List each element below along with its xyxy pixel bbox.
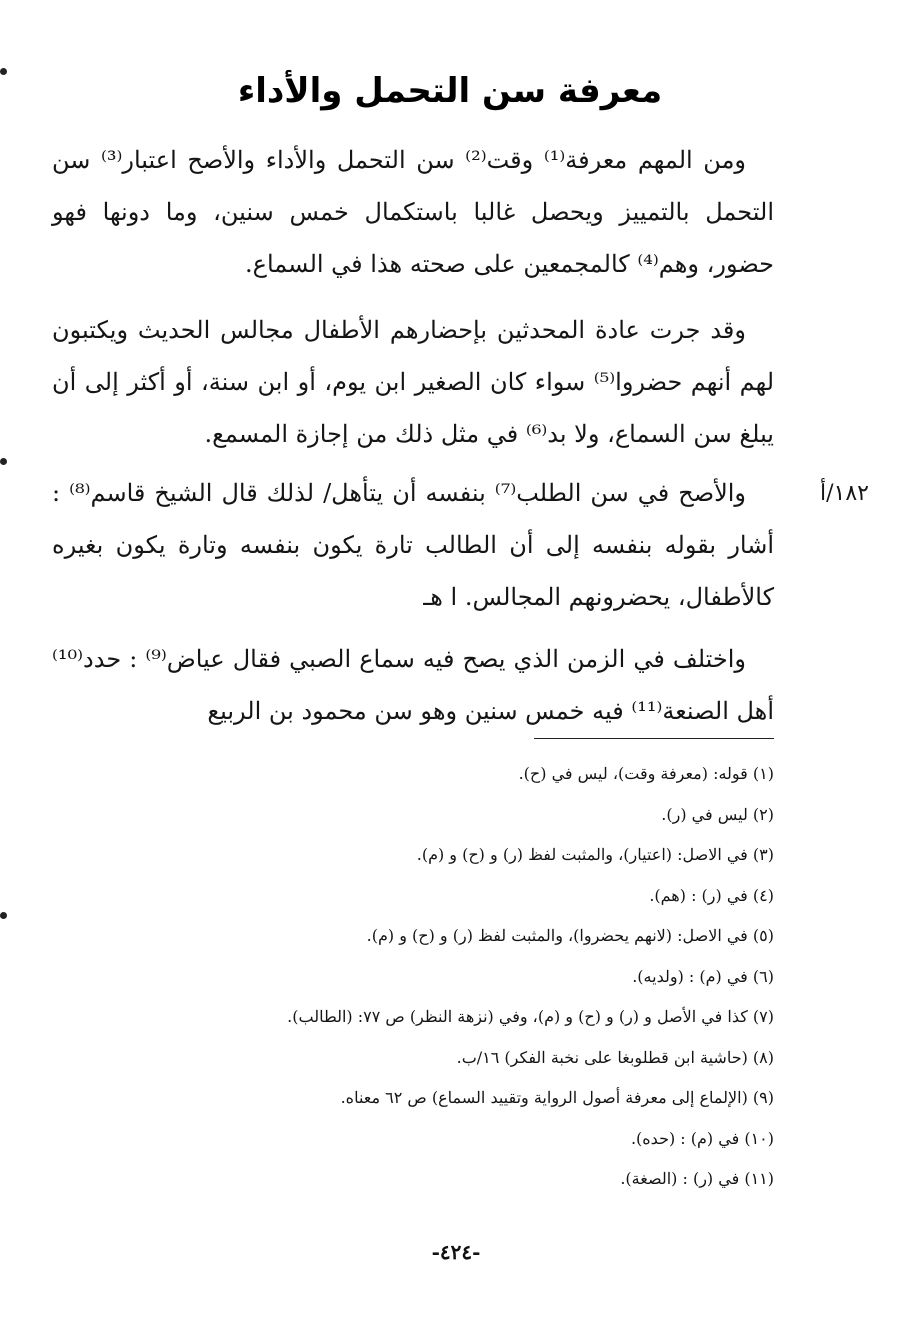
page-title: معرفة سن التحمل والأداء <box>237 71 663 111</box>
footnote-separator <box>534 738 774 739</box>
footnote-item: (٨) (حاشية ابن قطلوبغا على نخبة الفكر) ١٦/ب. <box>456 1047 774 1067</box>
margin-folio-reference: ١٨٢/أ <box>820 481 869 506</box>
binding-mark-middle <box>0 458 7 465</box>
footnote-item: (٥) في الاصل: (لانهم يحضروا)، والمثبت لفظ (ر) و (ح) و (م). <box>366 926 774 945</box>
footnote-item: (١١) في (ر) : (الصغة). <box>620 1169 774 1188</box>
footnote-item: (٣) في الاصل: (اعتيار)، والمثبت لفظ (ر) و (ح) و (م). <box>416 845 774 864</box>
paragraph-text: وقد جرت عادة المحدثين بإحضارهم الأطفال مجالس الحديث ويكتبون لهم أنهم حضروا⁽⁵⁾ سواء كان الصغير ابن يوم، أو ابن سنة، أو أكثر إلى أن يبلغ سن السماع، ولا بد⁽⁶⁾ في مثل ذلك من إجازة المسمع. <box>52 316 775 448</box>
paragraph-text: ومن المهم معرفة⁽¹⁾ وقت⁽²⁾ سن التحمل والأداء والأصح اعتبار⁽³⁾ سن التحمل بالتمييز ويحصل غالبا باستكمال خمس سنين، وما دونها فهو حضور، وهم⁽⁴⁾ كالمجمعين على صحته هذا في السماع. <box>52 146 774 278</box>
footnotes-list <box>150 754 774 1200</box>
paragraph-text: والأصح في سن الطلب⁽⁷⁾ بنفسه أن يتأهل/ لذلك قال الشيخ قاسم⁽⁸⁾ : أشار بقوله بنفسه إلى أن الطالب تارة يكون بنفسه وتارة يكون بغيره كالأطفال، يحضرونهم المجالس. ا هـ <box>52 479 774 611</box>
footnote-item: (١٠) في (م) : (حده). <box>630 1128 774 1148</box>
footnote-item: (٦) في (م) : (ولديه). <box>632 966 774 986</box>
footnote-item: (٧) كذا في الأصل و (ر) و (ح) و (م)، وفي (نزهة النظر) ص ٧٧: (الطالب). <box>287 1007 774 1026</box>
footnote-item: (٤) في (ر) : (هم). <box>649 885 774 905</box>
body-paragraph-3 <box>52 467 774 623</box>
body-paragraph-2 <box>52 304 774 460</box>
paragraph-text: واختلف في الزمن الذي يصح فيه سماع الصبي فقال عياض⁽⁹⁾ : حدد⁽¹⁰⁾ أهل الصنعة⁽¹¹⁾ فيه خمس سنين وهو سن محمود بن الربيع <box>52 645 774 725</box>
footnote-item: (٢) ليس في (ر). <box>661 804 774 824</box>
body-paragraph-1 <box>52 134 774 290</box>
page-number: -٤٢٤- <box>431 1240 481 1264</box>
binding-mark-lower <box>0 912 7 919</box>
footnote-item: (١) قوله: (معرفة وقت)، ليس في (ح). <box>518 764 774 783</box>
binding-mark-top <box>0 68 7 75</box>
body-paragraph-4 <box>52 633 774 737</box>
footnote-item: (٩) (الإلماع إلى معرفة أصول الرواية وتقييد السماع) ص ٦٢ معناه. <box>340 1088 774 1107</box>
